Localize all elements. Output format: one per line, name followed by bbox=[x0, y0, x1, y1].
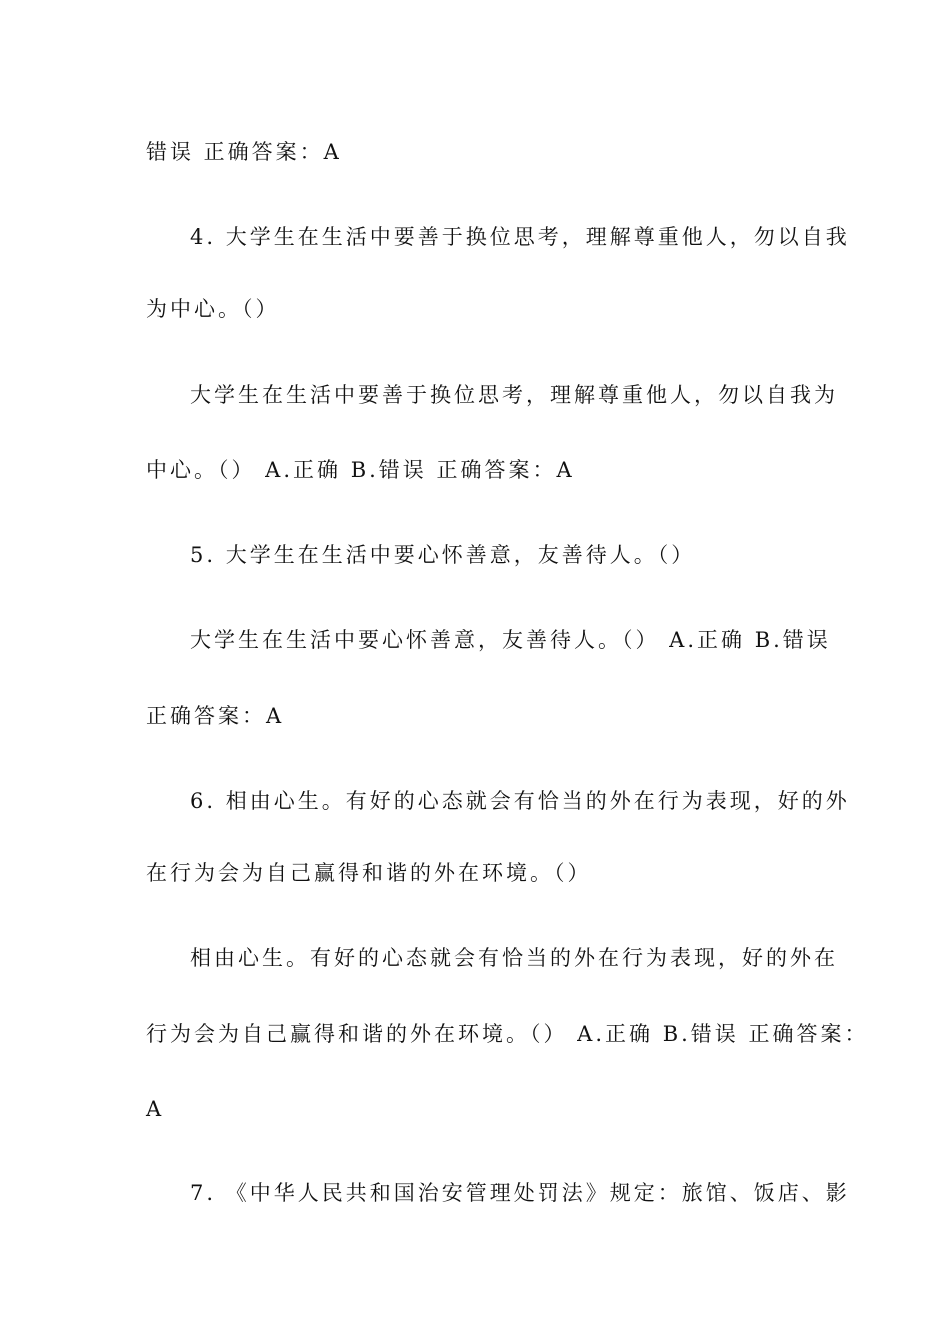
question-5-line-1: 5. 大学生在生活中要心怀善意，友善待人。（） bbox=[190, 543, 696, 567]
question-4-repeat-line-1: 大学生在生活中要善于换位思考，理解尊重他人，勿以自我为 bbox=[190, 383, 838, 407]
question-4-answer-line: 中心。（） A.正确 B.错误 正确答案：A bbox=[146, 458, 575, 482]
question-6-repeat-line-1: 相由心生。有好的心态就会有恰当的外在行为表现，好的外在 bbox=[190, 946, 838, 970]
question-6-repeat-line-2: 行为会为自己赢得和谐的外在环境。（） A.正确 B.错误 正确答案： bbox=[146, 1022, 869, 1046]
question-6-line-2: 在行为会为自己赢得和谐的外在环境。（） bbox=[146, 861, 592, 885]
answer-line-q3: 错误 正确答案：A bbox=[146, 140, 342, 164]
question-4-line-1: 4. 大学生在生活中要善于换位思考，理解尊重他人，勿以自我 bbox=[190, 225, 850, 249]
question-6-line-1: 6. 相由心生。有好的心态就会有恰当的外在行为表现，好的外 bbox=[190, 789, 850, 813]
question-4-line-2: 为中心。（） bbox=[146, 297, 280, 321]
question-6-answer-line: A bbox=[146, 1097, 165, 1121]
question-5-repeat-line-1: 大学生在生活中要心怀善意，友善待人。（） A.正确 B.错误 bbox=[190, 628, 831, 652]
question-7-line-1: 7. 《中华人民共和国治安管理处罚法》规定：旅馆、饭店、影 bbox=[190, 1181, 850, 1205]
question-5-answer-line: 正确答案：A bbox=[146, 704, 285, 728]
